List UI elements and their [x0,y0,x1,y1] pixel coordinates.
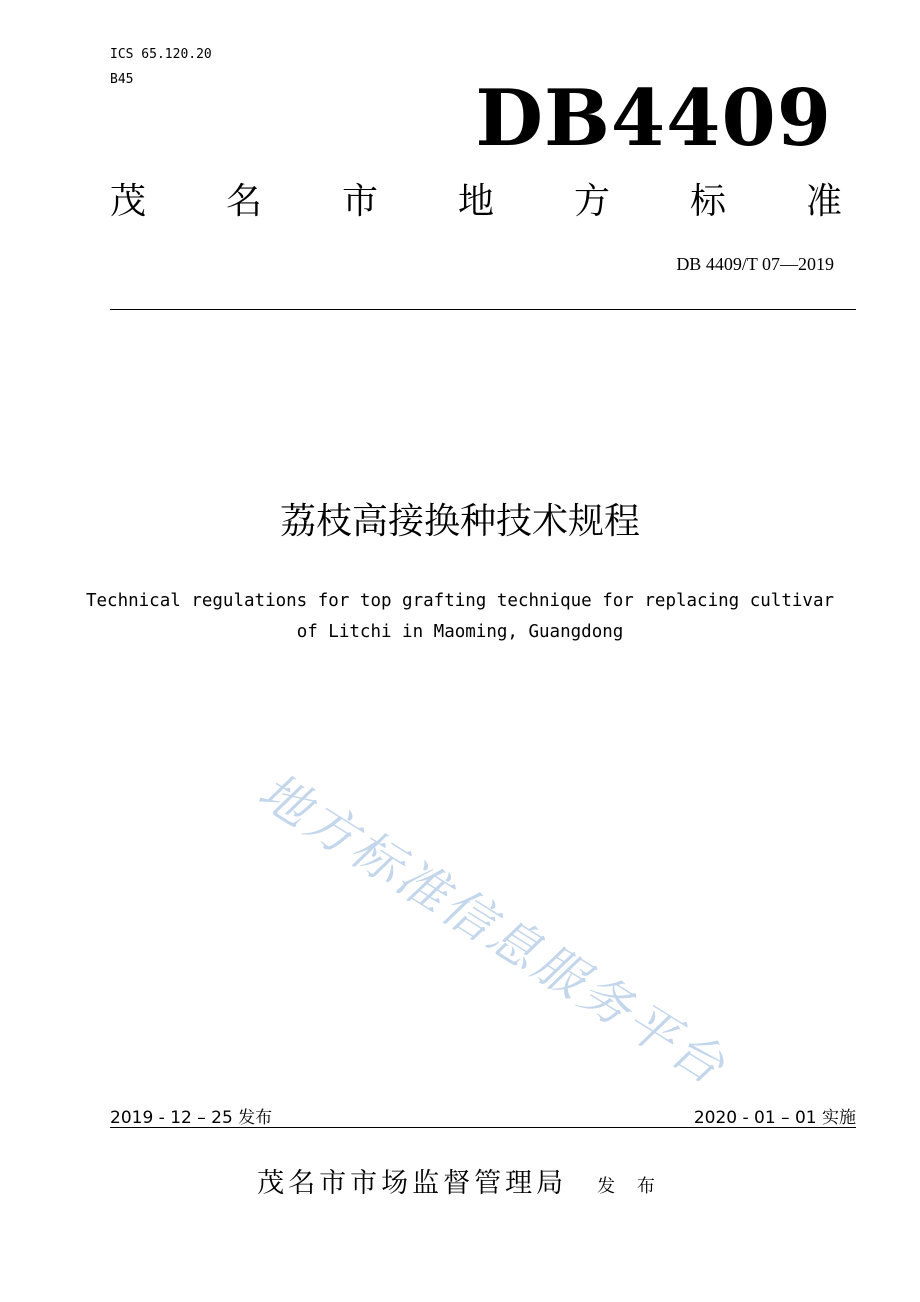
document-title-chinese: 荔枝高接换种技术规程 [279,501,640,542]
implementation-date: 2020 - 01 – 01 实施 [693,1108,856,1128]
standard-number: DB 4409/T 07—2019 [676,254,834,274]
publisher-name: 茂名市市场监督管理局 [257,1168,568,1199]
standard-kind-char: 标 [689,181,726,222]
watermark: 地方标准信息服务平台 [248,761,738,1098]
issue-date: 2019 - 12 – 25 发布 [110,1108,273,1128]
english-title-line: of Litchi in Maoming, Guangdong [296,622,624,642]
standard-kind-char: 方 [573,181,610,222]
standard-code-logo: DB4409 [475,73,832,164]
header-divider [110,309,856,310]
standard-kind-char: 地 [457,181,494,222]
standard-kind [108,178,844,226]
standard-kind-char: 市 [341,181,378,222]
standard-kind-char: 名 [225,181,262,222]
standard-kind-char: 茂 [109,181,146,222]
publisher-line [0,1161,920,1200]
document-title-english [60,586,860,648]
ics-code: ICS 65.120.20 [110,47,212,62]
publisher-action: 发 布 [597,1176,663,1197]
classification-code: B45 [110,72,134,87]
standard-kind-char: 准 [805,181,842,222]
english-title-line: Technical regulations for top grafting technique for replacing cultivar [85,591,835,611]
footer-divider [110,1127,856,1128]
